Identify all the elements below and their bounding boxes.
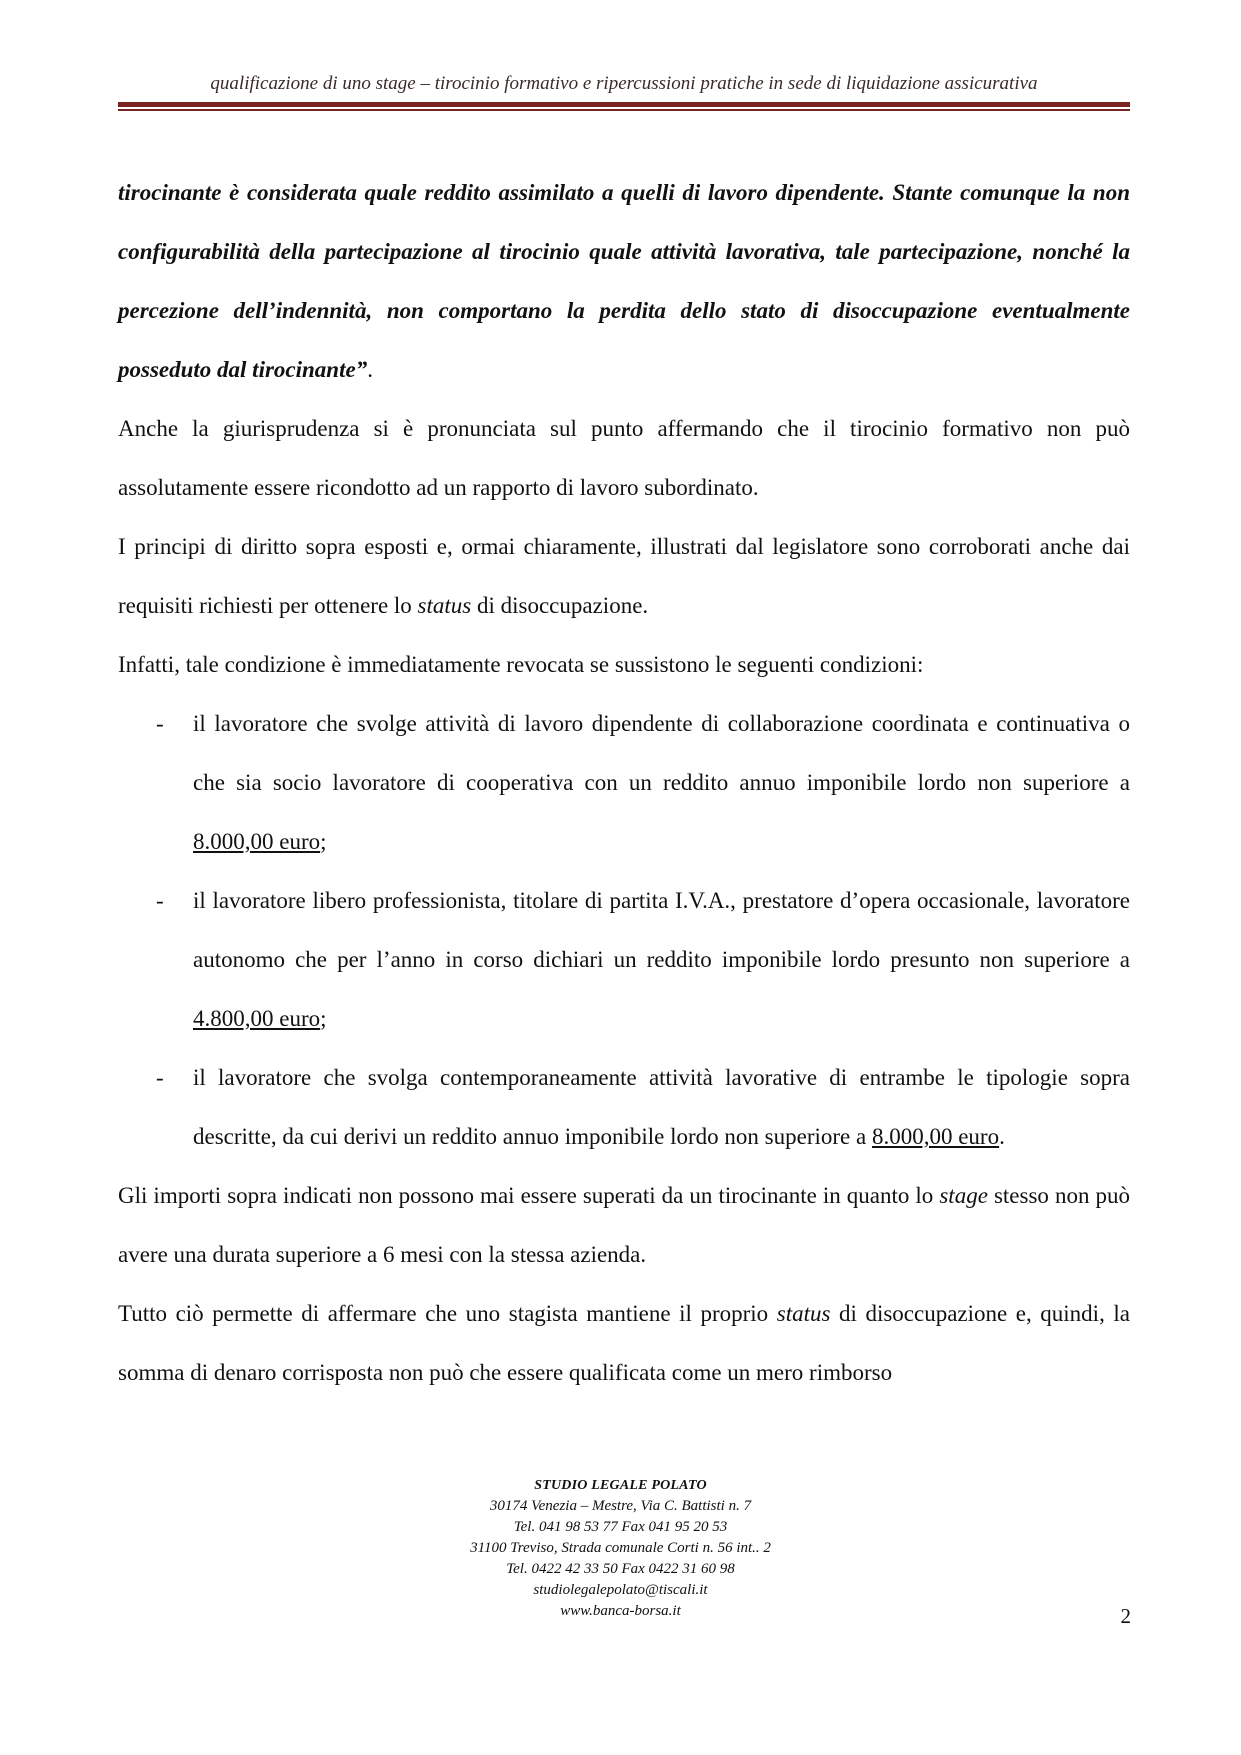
list-item-end: . [999,1124,1005,1149]
footer-address-venezia: 30174 Venezia – Mestre, Via C. Battisti n. 7 [489,1498,752,1514]
italic-status: status [776,1301,831,1326]
list-item [118,871,1130,1048]
header-rule-thin [118,109,1130,111]
quote-period: . [367,357,373,382]
italic-stage: stage [939,1183,988,1208]
conditions-list [118,694,1130,1166]
footer-phone-treviso: Tel. 0422 42 33 50 Fax 0422 31 60 98 [506,1561,735,1577]
paragraph-amounts [118,1166,1130,1284]
footer-phone-venezia: Tel. 041 98 53 77 Fax 041 95 20 53 [513,1519,728,1535]
paragraph-conclusion [118,1284,1130,1402]
text-span: stesso non può avere una durata superiore a 6 mesi con la stessa azienda. [118,1183,1130,1267]
list-dash: - [156,711,164,736]
text-span: di disoccupazione. [471,593,649,618]
header-rule-thick [118,102,1130,107]
page-footer [0,1475,1241,1622]
text-span: Gli importi sopra indicati non possono mai essere superati da un tirocinante in quanto lo [118,1183,940,1208]
italic-status: status [417,593,472,618]
list-item-text: il lavoratore che svolga contemporaneamente attività lavorative di entrambe le tipologie sopra descritte, da cui derivi un reddito annuo imponibile lordo non superiore a [193,1065,1130,1149]
paragraph-conditions-intro: Infatti, tale condizione è immediatamente revocata se sussistono le seguenti condizioni: [118,652,924,677]
list-item [118,694,1130,871]
list-dash: - [156,1065,164,1090]
paragraph-jurisprudence: Anche la giurisprudenza si è pronunciata sul punto affermando che il tirocinio formativo non può assolutamente essere ricondotto ad un rapporto di lavoro subordinato. [118,416,1130,500]
footer-firm-name: STUDIO LEGALE POLATO [534,1478,707,1493]
list-item-end: ; [320,829,327,854]
underlined-amount: 8.000,00 euro [871,1124,1000,1149]
text-span: di disoccupazione e, quindi, la somma di denaro corrisposta non può che essere qualificata come un mero rimborso [118,1301,1130,1385]
footer-website: www.banca-borsa.it [560,1603,681,1619]
footer-email: studiolegalepolato@tiscali.it [533,1582,708,1598]
running-header [118,72,1130,111]
footer-address-treviso: 31100 Treviso, Strada comunale Corti n. 56 int.. 2 [470,1540,771,1556]
list-dash: - [156,888,164,913]
bold-italic-quote: tirocinante è considerata quale reddito assimilato a quelli di lavoro dipendente. Stante comunque la non configurabilità della partecipazione al tirocinio quale attività lavorativa, tale partecipazione, nonché la percezione dell’indennità, non comportano la perdita dello stato di disoccupazione eventualmente posseduto dal tirocinante” [118,180,1130,382]
underlined-amount: 8.000,00 euro [193,829,321,854]
header-title: qualificazione di uno stage – tirocinio formativo e ripercussioni pratiche in sede di liquidazione assicurativa [210,73,1038,94]
underlined-amount: 4.800,00 euro [193,1006,321,1031]
list-item-end: ; [320,1006,327,1031]
document-body [118,163,1130,1402]
list-item-text: il lavoratore libero professionista, titolare di partita I.V.A., prestatore d’opera occasionale, lavoratore autonomo che per l’anno in corso dichiari un reddito imponibile lordo presunto non superiore a [193,888,1130,972]
list-item [118,1048,1130,1166]
list-item-text: il lavoratore che svolge attività di lavoro dipendente di collaborazione coordinata e continuativa o che sia socio lavoratore di cooperativa con un reddito annuo imponibile lordo non superiore a [193,711,1130,795]
text-span: I principi di diritto sopra esposti e, ormai chiaramente, illustrati dal legislatore sono corroborati anche dai requisiti richiesti per ottenere lo [118,534,1130,618]
paragraph-principles [118,517,1130,635]
page-number: 2 [1120,1604,1131,1628]
paragraph-quote-end [118,163,1130,399]
text-span: Tutto ciò permette di affermare che uno stagista mantiene il proprio [118,1301,777,1326]
